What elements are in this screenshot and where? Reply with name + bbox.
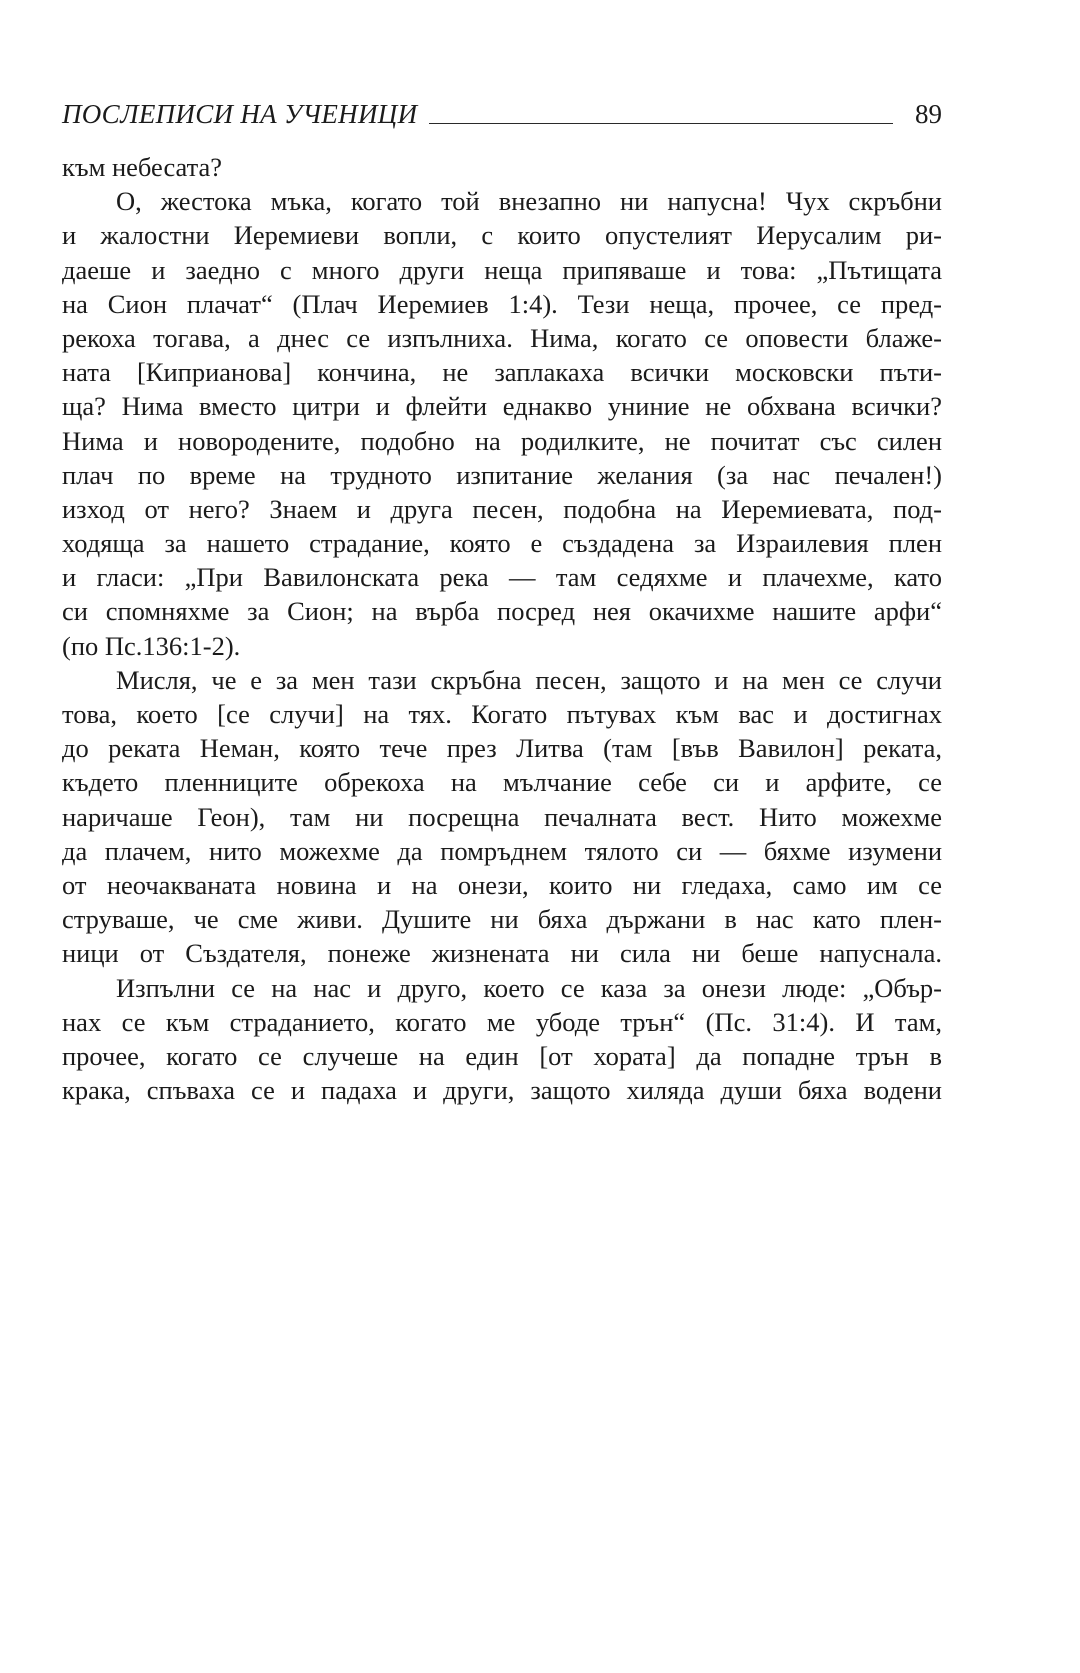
text-line: О, жестока мъка, когато той внезапно ни напусна! Чух скръбни [116, 186, 942, 217]
text-line: да плачем, нито можехме да помръднем тялото си — бяхме изумени [62, 835, 942, 866]
text-line: струваше, че сме живи. Душите ни бяха държани в нас като плен- [62, 904, 942, 935]
text-line: изход от него? Знаем и друга песен, подобна на Иеремиевата, под- [62, 493, 942, 524]
paragraph [62, 150, 942, 184]
body-text [62, 150, 942, 1107]
text-line: даеше и заедно с много други неща припяваше и това: „Пътищата [62, 254, 942, 285]
text-line: това, което [се случи] на тях. Когато пътувах към вас и достигнах [62, 699, 942, 729]
header-rule [429, 123, 893, 124]
paragraph [62, 663, 942, 971]
text-line: ходяща за нашето страдание, която е създадена за Израилевия плен [62, 528, 942, 559]
text-line: крака, спъваха се и падаха и други, защото хиляда души бяха водени [62, 1075, 942, 1106]
text-line: прочее, когато се случеше на един [от хората] да попадне трън в [62, 1040, 942, 1071]
text-line: и гласи: „При Вавилонската река — там седяхме и плачехме, като [62, 562, 942, 593]
text-line: на Сион плачат“ (Плач Иеремиев 1:4). Тези неща, прочее, се пред- [62, 288, 942, 319]
running-title: ПОСЛЕПИСИ НА УЧЕНИЦИ [62, 99, 418, 129]
text-line: си спомняхме за Сион; на върба посред нея окачихме нашите арфи“ [62, 596, 942, 627]
text-line: ници от Създателя, понеже жизнената ни сила ни беше напуснала. [62, 938, 942, 969]
text-line: наричаше Геон), там ни посрещна печалната вест. Нито можехме [62, 801, 942, 832]
text-line: ща? Нима вместо цитри и флейти еднакво униние не обхвана всички? [62, 391, 942, 422]
text-line: рекоха тогава, а днес се изпълниха. Нима, когато се оповести блаже- [62, 322, 942, 353]
text-line: и жалостни Иеремиеви вопли, с които опустелият Иерусалим ри- [62, 220, 942, 251]
text-line: нах се към страданието, когато ме убоде трън“ (Пс. 31:4). И там, [62, 1006, 942, 1037]
text-line: Изпълни се на нас и друго, което се каза за онези люде: „Обър- [116, 972, 942, 1003]
text-line: Нима и новородените, подобно на родилките, не почитат със силен [62, 425, 942, 456]
text-line: (по Пс.136:1-2). [62, 630, 241, 661]
paragraph [62, 971, 942, 1108]
text-line: ната [Киприанова] кончина, не заплакаха всички московски пъти- [62, 357, 942, 388]
text-line: където пленниците обрекоха на мълчание себе си и арфите, се [62, 767, 942, 798]
running-header [62, 88, 942, 128]
text-line: към небесата? [62, 152, 223, 182]
text-line: Мисля, че е за мен тази скръбна песен, защото и на мен се случи [116, 664, 942, 695]
paragraph [62, 184, 942, 663]
text-line: плач по време на трудното изпитание желания (за нас печален!) [62, 459, 942, 490]
text-line: от неочакваната новина и на онези, които ни гледаха, само им се [62, 869, 942, 900]
page-number: 89 [915, 99, 942, 129]
text-line: до реката Неман, която тече през Литва (там [във Вавилон] реката, [62, 733, 942, 764]
